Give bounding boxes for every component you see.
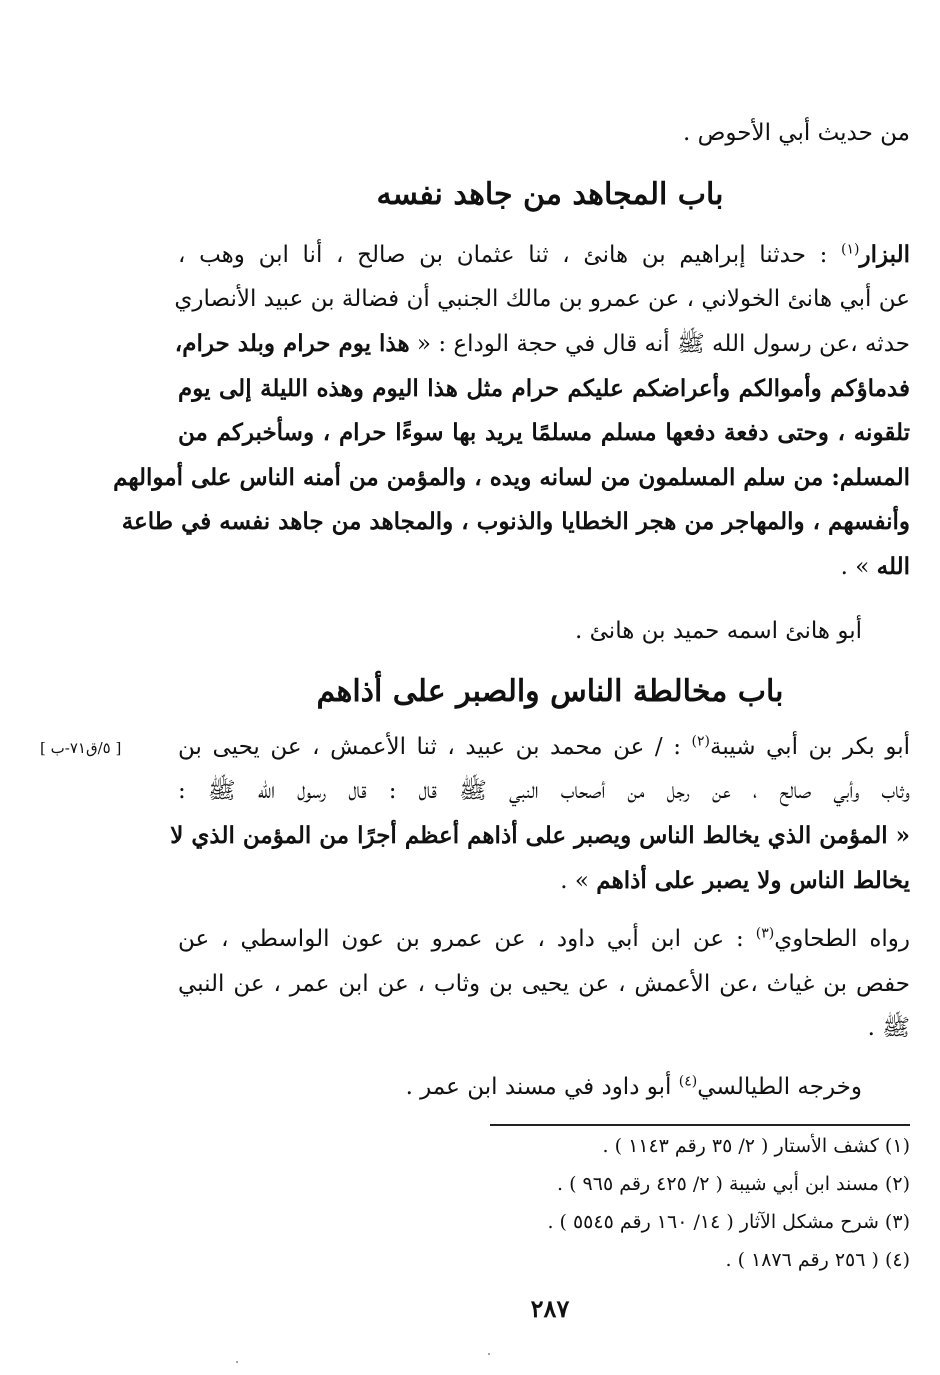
text-run: حدثه ،عن رسول الله ﷺ أنه قال في حجة الوداع : « [409, 331, 910, 357]
text-run: : / عن محمد بن عبيد ، ثنا الأعمش ، عن يحيى بن [178, 734, 692, 760]
footnote-ref: (٣) [755, 925, 775, 942]
paragraph-line: عن أبي هانئ الخولاني ، عن عمرو بن مالك الجنبي أن فضالة بن عبيد الأنصاري [174, 286, 910, 312]
scan-speck [488, 1353, 490, 1355]
footnote-separator [490, 1124, 910, 1126]
hadith-line: وأنفسهم ، والمهاجر من هجر الخطايا والذنوب ، والمجاهد من جاهد نفسه في طاعة [121, 508, 910, 535]
hadith-paragraph-2 [170, 730, 910, 910]
paragraph-line [178, 732, 910, 762]
paragraph-line [178, 924, 910, 954]
footnote: (٣) شرح مشكل الآثار ( ١٤/ ١٦٠ رقم ٥٥٤٥ ) . [547, 1211, 910, 1233]
hadith-text: الله [876, 553, 910, 580]
footnote-ref: (٢) [691, 733, 710, 750]
page-number: ٢٨٧ [530, 1294, 570, 1323]
scan-speck [236, 1361, 238, 1363]
narrator-name: البزار [859, 241, 910, 268]
footnote-ref: (٤) [678, 1073, 698, 1090]
hadith-line: تلقونه ، وحتى دفعة دفعها مسلم مسلمًا يريد بها سوءًا حرام ، وسأخبركم من [178, 419, 910, 446]
paragraph-line [178, 240, 910, 270]
manuscript-folio-note: [ ٥/ق٧١-ب ] [40, 739, 122, 757]
text-run: : حدثنا إبراهيم بن هانئ ، ثنا عثمان بن صالح ، أنا ابن وهب ، [178, 242, 841, 268]
paragraph-line: حفص بن غياث ،عن الأعمش ، عن يحيى بن وثاب ، عن ابن عمر ، عن النبي [178, 971, 910, 997]
hadith-text: هذا يوم حرام وبلد حرام، [174, 330, 410, 357]
narrator-note: أبو هانئ اسمه حميد بن هانئ . [575, 618, 862, 644]
hadith-line: « المؤمن الذي يخالط الناس ويصبر على أذاهم أعظم أجرًا من المؤمن الذي لا [170, 822, 910, 849]
narration-paragraph [178, 922, 910, 1052]
paragraph-line [174, 329, 910, 359]
text-run: » . [840, 554, 877, 580]
footnote-ref: (١) [841, 241, 860, 258]
hadith-line-end [560, 866, 910, 896]
text-run: : عن ابن أبي داود ، عن عمرو بن عون الواسطي ، عن [178, 926, 756, 952]
text-run: » . [560, 868, 597, 894]
narration-line [406, 1072, 862, 1102]
footnote: (١) كشف الأستار ( ٢/ ٣٥ رقم ١١٤٣ ) . [602, 1135, 910, 1157]
text-run: أبو داود في مسند ابن عمر . [405, 1074, 679, 1100]
section-heading-2: باب مخالطة الناس والصبر على أذاهم [316, 674, 784, 709]
narrator-name: رواه الطحاوي [774, 926, 910, 952]
hadith-line-end [841, 552, 910, 582]
footnote: (٤) ( ٢٥٦ رقم ١٨٧٦ ) . [725, 1249, 910, 1271]
hadith-line: المسلم: من سلم المسلمون من لسانه ويده ، والمؤمن من أمنه الناس على أموالهم [113, 464, 910, 491]
footnote: (٢) مسند ابن أبي شيبة ( ٢/ ٤٢٥ رقم ٩٦٥ ) . [557, 1173, 910, 1195]
paragraph-line-end: ﷺ . [867, 1015, 910, 1041]
section-heading-1: باب المجاهد من جاهد نفسه [376, 177, 724, 212]
intro-line: من حديث أبي الأحوص . [682, 120, 910, 146]
hadith-text: يخالط الناس ولا يصبر على أذاهم [596, 867, 910, 894]
hadith-line: فدماؤكم وأموالكم وأعراضكم عليكم حرام مثل هذا اليوم وهذه الليلة إلى يوم [178, 375, 910, 402]
narrator-name: وخرجه الطيالسي [697, 1074, 862, 1100]
narrator-name: أبو بكر بن أبي شيبة [709, 734, 910, 760]
paragraph-line: وثاب وأبي صالح ، عن رجل من أصحاب النبي ﷺ قال : قال رسول الله ﷺ : [178, 778, 910, 804]
hadith-paragraph-1 [113, 232, 910, 592]
